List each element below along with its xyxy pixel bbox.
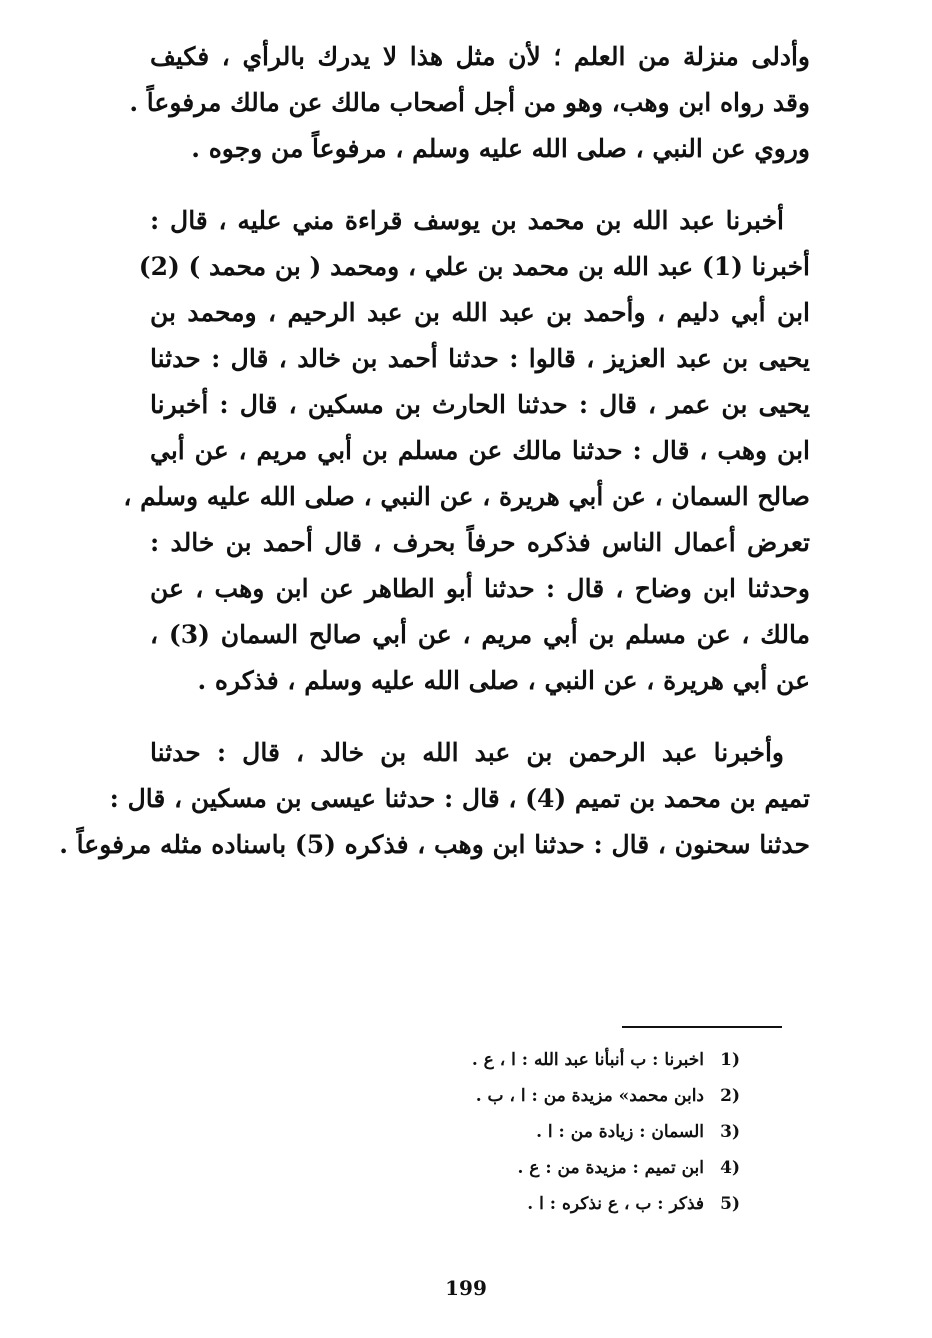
text-line: حدثنا سحنون ، قال : حدثنا ابن وهب ، فذكره (5) باسناده مثله مرفوعاً . bbox=[59, 830, 810, 859]
footnote-text: فذكر : ب ، ع نذكره : ا . bbox=[527, 1194, 704, 1214]
text-line: وأخبرنا عبد الرحمن بن عبد الله بن خالد ، قال : حدثنا bbox=[150, 738, 784, 767]
footnotes bbox=[380, 1042, 740, 1222]
text-line: صالح السمان ، عن أبي هريرة ، عن النبي ، صلى الله عليه وسلم ، bbox=[123, 482, 810, 511]
footnote-4 bbox=[380, 1150, 740, 1186]
footnote-1 bbox=[380, 1042, 740, 1078]
page-number: 199 bbox=[445, 1276, 487, 1300]
footnote-number: 5) bbox=[720, 1194, 740, 1214]
paragraph-1 bbox=[129, 34, 810, 172]
text-line: عن أبي هريرة ، عن النبي ، صلى الله عليه وسلم ، فذكره . bbox=[197, 666, 810, 695]
text-line: تميم بن محمد بن تميم (4) ، قال : حدثنا عيسى بن مسكين ، قال : bbox=[109, 784, 810, 813]
footnote-5 bbox=[380, 1186, 740, 1222]
paragraph-2 bbox=[123, 198, 810, 704]
text-line: ابن وهب ، قال : حدثنا مالك عن مسلم بن أبي مريم ، عن أبي bbox=[150, 436, 810, 465]
footnote-2 bbox=[380, 1078, 740, 1114]
text-line: وقد رواه ابن وهب، وهو من أجل أصحاب مالك عن مالك مرفوعاً . bbox=[129, 88, 810, 117]
footnote-number: 1) bbox=[720, 1050, 740, 1070]
text-line: يحيى بن عمر ، قال : حدثنا الحارث بن مسكين ، قال : أخبرنا bbox=[150, 390, 810, 419]
text-line: وحدثنا ابن وضاح ، قال : حدثنا أبو الطاهر عن ابن وهب ، عن bbox=[150, 574, 810, 603]
footnote-text: السمان : زيادة من : ا . bbox=[536, 1122, 704, 1142]
text-line: أخبرنا (1) عبد الله بن محمد بن علي ، ومحمد ( بن محمد ) (2) bbox=[138, 252, 810, 281]
footnote-text: دابن محمد» مزيدة من : ا ، ب . bbox=[475, 1086, 704, 1106]
footnote-text: ابن تميم : مزيدة من : ع . bbox=[517, 1158, 704, 1178]
text-line: أخبرنا عبد الله بن محمد بن يوسف قراءة مني عليه ، قال : bbox=[150, 206, 784, 235]
text-line: يحيى بن عبد العزيز ، قالوا : حدثنا أحمد بن خالد ، قال : حدثنا bbox=[150, 344, 810, 373]
text-line: ابن أبي دليم ، وأحمد بن عبد الله بن عبد الرحيم ، ومحمد بن bbox=[150, 298, 810, 327]
text-line: وروي عن النبي ، صلى الله عليه وسلم ، مرفوعاً من وجوه . bbox=[191, 134, 810, 163]
paragraph-3 bbox=[59, 730, 810, 868]
main-text bbox=[59, 34, 810, 894]
text-line: تعرض أعمال الناس فذكره حرفاً بحرف ، قال أحمد بن خالد : bbox=[150, 528, 810, 557]
footnote-3 bbox=[380, 1114, 740, 1150]
text-line: مالك ، عن مسلم بن أبي مريم ، عن أبي صالح السمان (3) ، bbox=[150, 620, 810, 649]
footnote-number: 3) bbox=[720, 1122, 740, 1142]
footnote-text: اخبرنا : ب أنبأنا عبد الله : ا ، ع . bbox=[471, 1050, 704, 1070]
footnote-number: 4) bbox=[720, 1158, 740, 1178]
footnote-separator bbox=[622, 1026, 782, 1028]
text-line: وأدلى منزلة من العلم ؛ لأن مثل هذا لا يدرك بالرأي ، فكيف bbox=[150, 42, 810, 71]
footnote-number: 2) bbox=[720, 1086, 740, 1106]
